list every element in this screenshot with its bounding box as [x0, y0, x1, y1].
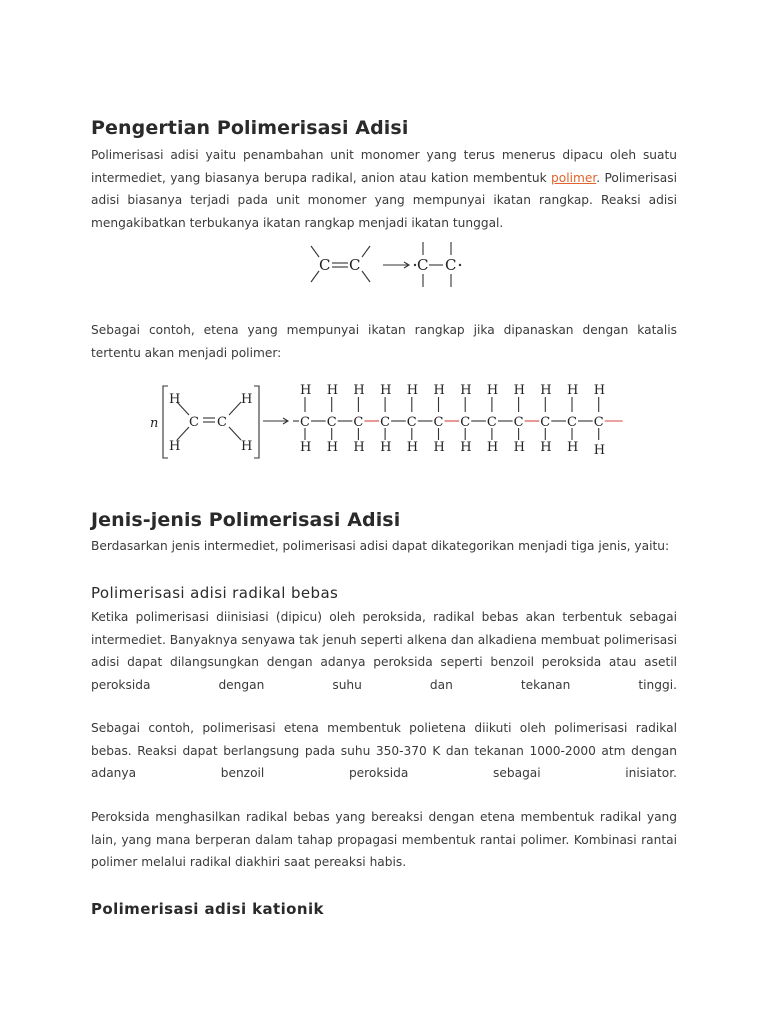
chain-hydrogen-atom: H	[406, 440, 419, 455]
chain-hydrogen-atom: H	[460, 383, 472, 398]
radical-dot	[459, 264, 461, 266]
carbon-atom: C	[319, 256, 331, 274]
subsection-title-kationik: Polimerisasi adisi kationik	[91, 900, 324, 918]
radical-dot	[414, 264, 416, 266]
chain-carbon-atom: C	[593, 415, 604, 430]
paragraph-example: Sebagai contoh, etena yang mempunyai ikatan rangkap jika dipanaskan dengan katalis tertentu akan menjadi polimer:	[91, 323, 677, 360]
paragraph-radikal-2: Sebagai contoh, polimerisasi etena membentuk polietena diikuti oleh polimerisasi radikal bebas. Reaksi dapat berlangsung pada suhu 350-370 K dan tekanan 1000-2000 atm dengan adanya benzoil peroksida sebagai inisiator.	[91, 721, 677, 780]
chain-hydrogen-atom: H	[353, 440, 365, 455]
ethene-polymerization-diagram	[139, 380, 639, 464]
hydrogen-atom: H	[169, 392, 181, 407]
carbon-atom: C	[189, 415, 199, 430]
hydrogen-atom: H	[241, 392, 253, 407]
section-title-jenis: Jenis-jenis Polimerisasi Adisi	[91, 509, 401, 531]
paragraph-definition-text-2: . Polimerisasi adisi biasanya terjadi pada unit monomer yang mempunyai ikatan rangkap. Reaksi adisi mengakibatkan terbukanya ikatan rangkap menjadi ikatan tunggal.	[91, 170, 677, 230]
carbon-atom: C	[349, 256, 361, 274]
hydrogen-atom: H	[169, 439, 181, 454]
subsection-title-radikal-bebas: Polimerisasi adisi radikal bebas	[91, 584, 339, 602]
paragraph-definition-text-1: Polimerisasi adisi yaitu penambahan unit monomer yang terus menerus dipacu oleh suatu intermediet, yang biasanya berupa radikal, anion atau kation membentuk	[91, 148, 677, 185]
paragraph-radikal-3: Peroksida menghasilkan radikal bebas yang bereaksi dengan etena membentuk radikal yang lain, yang mana berperan dalam tahap propagasi membentuk rantai polimer. Kombinasi rantai polimer melalui radikal diakhiri saat pereaksi habis.	[91, 810, 677, 869]
carbon-atom: C	[417, 256, 429, 274]
chain-hydrogen-atom: H	[593, 383, 606, 398]
paragraph-jenis-intro: Berdasarkan jenis intermediet, polimerisasi adisi dapat dikategorikan menjadi tiga jenis, yaitu:	[91, 539, 670, 553]
chain-hydrogen-atom: H	[326, 383, 339, 398]
carbon-atom: C	[217, 415, 227, 430]
polimer-link[interactable]: polimer	[551, 170, 597, 185]
chain-hydrogen-atom: H	[353, 383, 365, 398]
chain-hydrogen-atom: H	[540, 383, 552, 398]
section-title-pengertian: Pengertian Polimerisasi Adisi	[91, 117, 409, 139]
chain-hydrogen-atom: H	[433, 383, 445, 398]
chain-hydrogen-atom: H	[460, 440, 472, 455]
chain-carbon-atom: C	[486, 415, 497, 430]
chain-carbon-atom: C	[460, 415, 471, 430]
chain-carbon-atom: C	[513, 415, 524, 430]
chain-hydrogen-atom: H	[486, 440, 499, 455]
chain-carbon-atom: C	[406, 415, 417, 430]
chain-hydrogen-atom: H	[567, 383, 579, 398]
double-bond-opening-diagram	[305, 236, 465, 294]
chain-carbon-atom: C	[326, 415, 337, 430]
carbon-atom: C	[445, 256, 457, 274]
chain-hydrogen-atom: H	[300, 440, 312, 455]
chain-hydrogen-atom: H	[406, 383, 419, 398]
chain-hydrogen-atom: H	[593, 443, 606, 458]
chain-hydrogen-atom: H	[540, 440, 552, 455]
chain-hydrogen-atom: H	[380, 383, 392, 398]
paragraph-radikal-1: Ketika polimerisasi diinisiasi (dipicu) oleh peroksida, radikal bebas akan terbentuk sebagai intermediet. Banyaknya senyawa tak jenuh seperti alkena dan alkadiena membuat polimerisasi adisi dapat dilangsungkan dengan adanya peroksida seperti benzoil peroksida atau asetil peroksida dengan suhu dan tekanan tinggi.	[91, 610, 677, 692]
chain-hydrogen-atom: H	[433, 440, 445, 455]
chain-carbon-atom: C	[353, 415, 364, 430]
chain-hydrogen-atom: H	[300, 383, 312, 398]
chain-hydrogen-atom: H	[380, 440, 392, 455]
chain-hydrogen-atom: H	[326, 440, 339, 455]
chain-carbon-atom: C	[567, 415, 577, 430]
paragraph-definition	[91, 144, 677, 234]
polymer-chain	[293, 383, 623, 458]
chain-carbon-atom: C	[433, 415, 444, 430]
chain-carbon-atom: C	[300, 415, 310, 430]
chain-carbon-atom: C	[540, 415, 551, 430]
chain-hydrogen-atom: H	[486, 383, 499, 398]
chain-carbon-atom: C	[380, 415, 391, 430]
chain-hydrogen-atom: H	[567, 440, 579, 455]
chain-hydrogen-atom: H	[513, 440, 525, 455]
hydrogen-atom: H	[241, 439, 253, 454]
n-coefficient: n	[150, 416, 159, 431]
chain-hydrogen-atom: H	[513, 383, 525, 398]
